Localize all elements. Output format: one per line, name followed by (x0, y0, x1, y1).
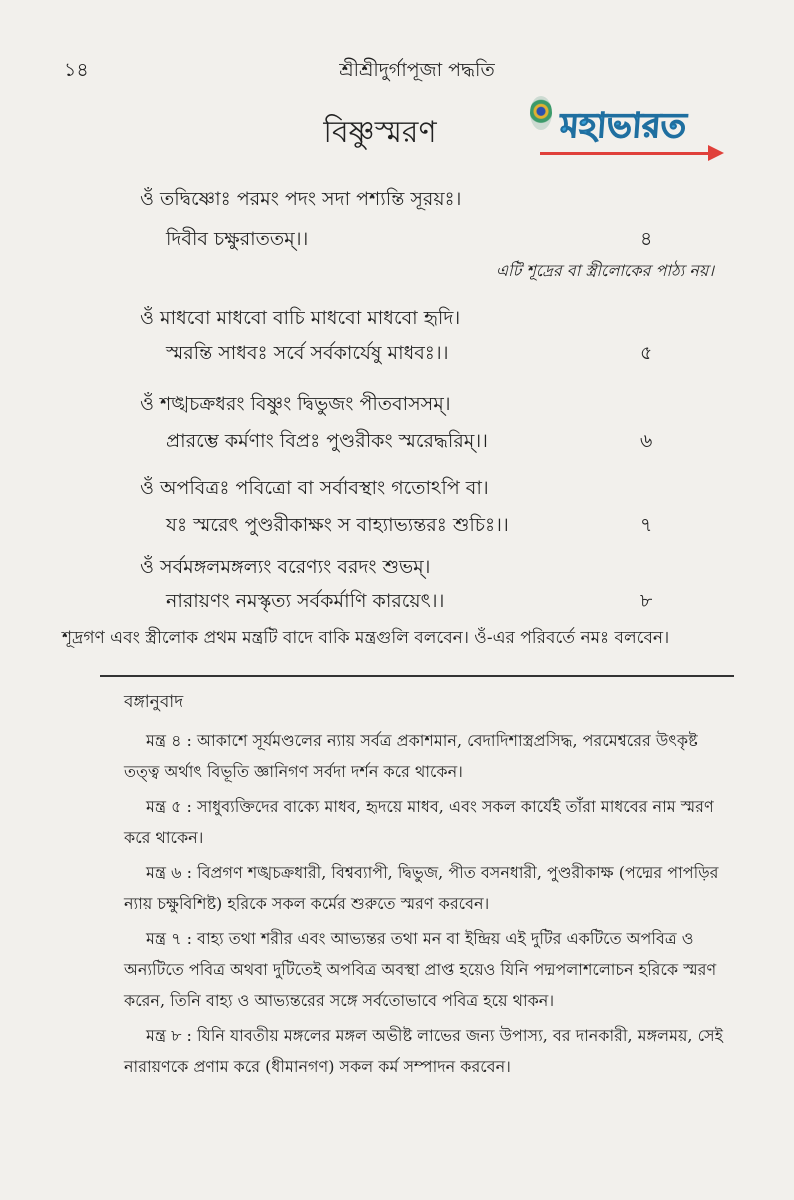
verse-line: যঃ স্মরেৎ পুণ্ডরীকাক্ষং স বাহ্যাভ্যন্তরঃ শুচিঃ।। (166, 514, 509, 536)
watermark-logo: মহাভারত (558, 106, 688, 146)
verse-line: ওঁ অপবিত্রঃ পবিত্রো বা সর্বাবস্থাং গতোঽপি বা। (140, 477, 489, 499)
verse-note: এটি শূদ্রের বা স্ত্রীলোকের পাঠ্য নয়। (495, 261, 714, 280)
lower-section (62, 622, 734, 1086)
peacock-feather-icon (530, 96, 552, 130)
verse-line: প্রারম্ভে কর্মণাং বিপ্রঃ পুণ্ডরীকং স্মরেদ্ধরিম্।। (166, 430, 488, 452)
translation-paragraph: মন্ত্র ৪ : আকাশে সূর্যমণ্ডলের ন্যায় সর্বত্র প্রকাশমান, বেদাদিশাস্ত্রপ্রসিদ্ধ, পরমেশ্বরের উৎকৃষ্ট তত্ত্ব অর্থাৎ বিভূতি জ্ঞানিগণ সর্বদা দর্শন করে থাকেন। (124, 731, 698, 781)
translation-paragraph: মন্ত্র ৭ : বাহ্য তথা শরীর এবং আভ্যন্তর তথা মন বা ইন্দ্রিয় এই দুটির একটিতে অপবিত্র ও অন্যটিতে পবিত্র অথবা দুটিতেই অপবিত্র অবস্থা প্রাপ্ত হয়েও যিনি পদ্মপলাশলোচন হরিকে স্মরণ করেন, তিনি বাহ্য ও আভ্যন্তরের সঙ্গে সর্বতোভাবে পবিত্র হয়ে থাকন। (124, 929, 717, 1010)
verse-number: ৫ (640, 342, 653, 364)
verse-number: ৬ (640, 430, 653, 452)
section-title: বিষ্ণুস্মরণ (323, 115, 437, 150)
verse-line: ওঁ সর্বমঙ্গলমঙ্গল্যং বরেণ্যং বরদং শুভম্। (140, 556, 431, 578)
translation-paragraph: মন্ত্র ৫ : সাধুব্যক্তিদের বাক্যে মাধব, হৃদয়ে মাধব, এবং সকল কার্যেই তাঁরা মাধবের নাম স্মরণ করে থাকেন। (124, 797, 714, 847)
running-title: শ্রীশ্রীদুর্গাপূজা পদ্ধতি (339, 59, 495, 81)
verse-line: ওঁ তদ্বিষ্ণোঃ পরমং পদং সদা পশ্যন্তি সূরয়ঃ। (140, 188, 462, 210)
verse-number: ৪ (640, 228, 653, 250)
verse-number: ৭ (640, 514, 653, 536)
verse-line: নারায়ণং নমস্কৃত্য সর্বকর্মাণি কারয়েৎ।। (166, 590, 445, 612)
verse-number: ৮ (640, 590, 653, 612)
divider (100, 675, 734, 677)
watermark-arrow (540, 152, 710, 155)
translation-heading: বঙ্গানুবাদ (124, 692, 184, 712)
page-number: ১৪ (64, 59, 89, 81)
verse-line: ওঁ শঙ্খচক্রধরং বিষ্ণুং দ্বিভুজং পীতবাসসম্। (140, 393, 451, 415)
translation-paragraph: মন্ত্র ৮ : যিনি যাবতীয় মঙ্গলের মঙ্গল অভীষ্ট লাভের জন্য উপাস্য, বর দানকারী, মঙ্গলময়, সেই নারায়ণকে প্রণাম করে (ধীমানগণ) সকল কর্ম সম্পাদন করবেন। (124, 1026, 723, 1076)
verse-line: ওঁ মাধবো মাধবো বাচি মাধবো মাধবো হৃদি। (140, 307, 461, 329)
instruction-paragraph: শূদ্রগণ এবং স্ত্রীলোক প্রথম মন্ত্রটি বাদে বাকি মন্ত্রগুলি বলবেন। ওঁ-এর পরিবর্তে নমঃ বলবেন। (62, 628, 670, 648)
arrowhead-icon (708, 145, 724, 161)
verse-line: দিবীব চক্ষুরাততম্।। (166, 228, 309, 250)
translation-paragraph: মন্ত্র ৬ : বিপ্রগণ শঙ্খচক্রধারী, বিশ্বব্যাপী, দ্বিভুজ, পীত বসনধারী, পুণ্ডরীকাক্ষ (পদ্মের পাপড়ির ন্যায় চক্ষুবিশিষ্ট) হরিকে সকল কর্মের শুরুতে স্মরণ করবেন। (124, 863, 719, 913)
verse-line: স্মরন্তি সাধবঃ সর্বে সর্বকার্যেষু মাধবঃ।। (166, 342, 449, 364)
